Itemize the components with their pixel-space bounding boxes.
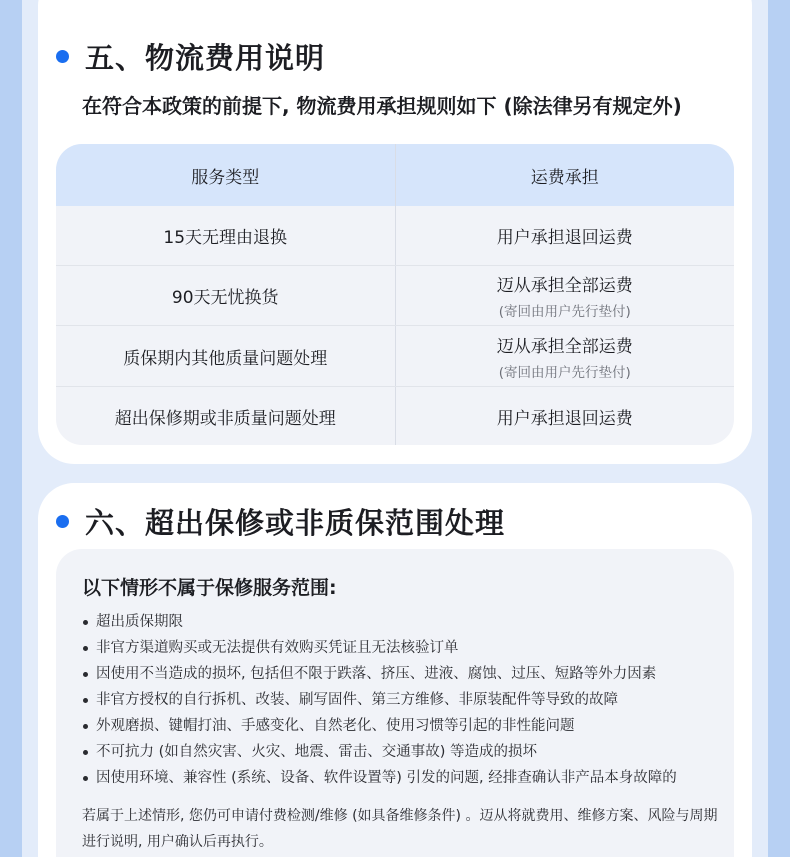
bullet-dot-icon bbox=[56, 50, 69, 63]
service-type: 15天无理由退换 bbox=[163, 228, 288, 248]
table-row bbox=[56, 265, 734, 325]
list-item-text: 非官方授权的自行拆机、改装、刷写固件、第三方维修、非原装配件等导致的故障 bbox=[96, 692, 618, 708]
table-row bbox=[56, 206, 734, 265]
list-item bbox=[83, 765, 677, 791]
service-type: 质保期内其他质量问题处理 bbox=[123, 348, 328, 369]
bullet-icon bbox=[83, 698, 88, 703]
section-heading bbox=[56, 501, 505, 542]
logistics-fee-table bbox=[56, 144, 734, 445]
list-item-text: 非官方渠道购买或无法提供有效购买凭证且无法核验订单 bbox=[96, 640, 459, 656]
list-item bbox=[83, 635, 677, 661]
bullet-icon bbox=[83, 672, 88, 677]
exclusions-title: 以下情形不属于保修服务范围: bbox=[82, 577, 337, 599]
bullet-icon bbox=[83, 724, 88, 729]
bullet-icon bbox=[83, 776, 88, 781]
table-row bbox=[56, 325, 734, 386]
list-item-text: 因使用不当造成的损坏, 包括但不限于跌落、挤压、进液、腐蚀、过压、短路等外力因素 bbox=[96, 666, 657, 682]
shipping-cost: 用户承担退回运费 bbox=[496, 228, 633, 248]
section-title: 五、物流费用说明 bbox=[85, 41, 326, 75]
left-background-rail bbox=[0, 0, 22, 857]
table-header bbox=[56, 144, 734, 206]
logistics-fee-card bbox=[38, 0, 752, 464]
paid-repair-note: 若属于上述情形, 您仍可申请付费检测/维修 (如具备维修条件) 。迈从将就费用、维修方案、风险与周期进行说明, 用户确认后再执行。 bbox=[82, 808, 718, 850]
section-heading bbox=[56, 36, 325, 77]
list-item-text: 因使用环境、兼容性 (系统、设备、软件设置等) 引发的问题, 经排查确认非产品本身故障的 bbox=[96, 770, 677, 786]
shipping-cost-note: (寄回由用户先行垫付) bbox=[498, 304, 631, 320]
shipping-cost-note: (寄回由用户先行垫付) bbox=[498, 364, 631, 381]
bullet-icon bbox=[83, 646, 88, 651]
list-item-text: 超出质保期限 bbox=[96, 614, 183, 630]
shipping-cost: 迈从承担全部运费 bbox=[496, 336, 633, 357]
list-item-text: 不可抗力 (如自然灾害、火灾、地震、雷击、交通事故) 等造成的损坏 bbox=[96, 744, 538, 760]
shipping-cost: 用户承担退回运费 bbox=[496, 408, 633, 429]
out-of-warranty-card bbox=[38, 483, 752, 857]
service-type: 超出保修期或非质量问题处理 bbox=[114, 408, 336, 429]
column-header-service-type: 服务类型 bbox=[56, 144, 396, 206]
list-item bbox=[83, 687, 677, 713]
bullet-dot-icon bbox=[56, 515, 69, 528]
section-title: 六、超出保修或非质保范围处理 bbox=[85, 506, 506, 540]
exclusions-list bbox=[83, 609, 677, 791]
list-item-text: 外观磨损、键帽打油、手感变化、自然老化、使用习惯等引起的非性能问题 bbox=[96, 718, 575, 734]
list-item bbox=[83, 661, 677, 687]
bullet-icon bbox=[83, 620, 88, 625]
list-item bbox=[83, 609, 677, 635]
service-type: 90天无忧换货 bbox=[171, 288, 279, 308]
list-item bbox=[83, 739, 677, 765]
shipping-cost: 迈从承担全部运费 bbox=[496, 276, 633, 296]
column-header-shipping-cost: 运费承担 bbox=[530, 167, 599, 188]
table-row bbox=[56, 386, 734, 445]
right-background-rail bbox=[768, 0, 790, 857]
section-intro: 在符合本政策的前提下, 物流费用承担规则如下 (除法律另有规定外) bbox=[82, 94, 682, 118]
bullet-icon bbox=[83, 750, 88, 755]
exclusions-box bbox=[56, 549, 734, 857]
list-item bbox=[83, 713, 677, 739]
